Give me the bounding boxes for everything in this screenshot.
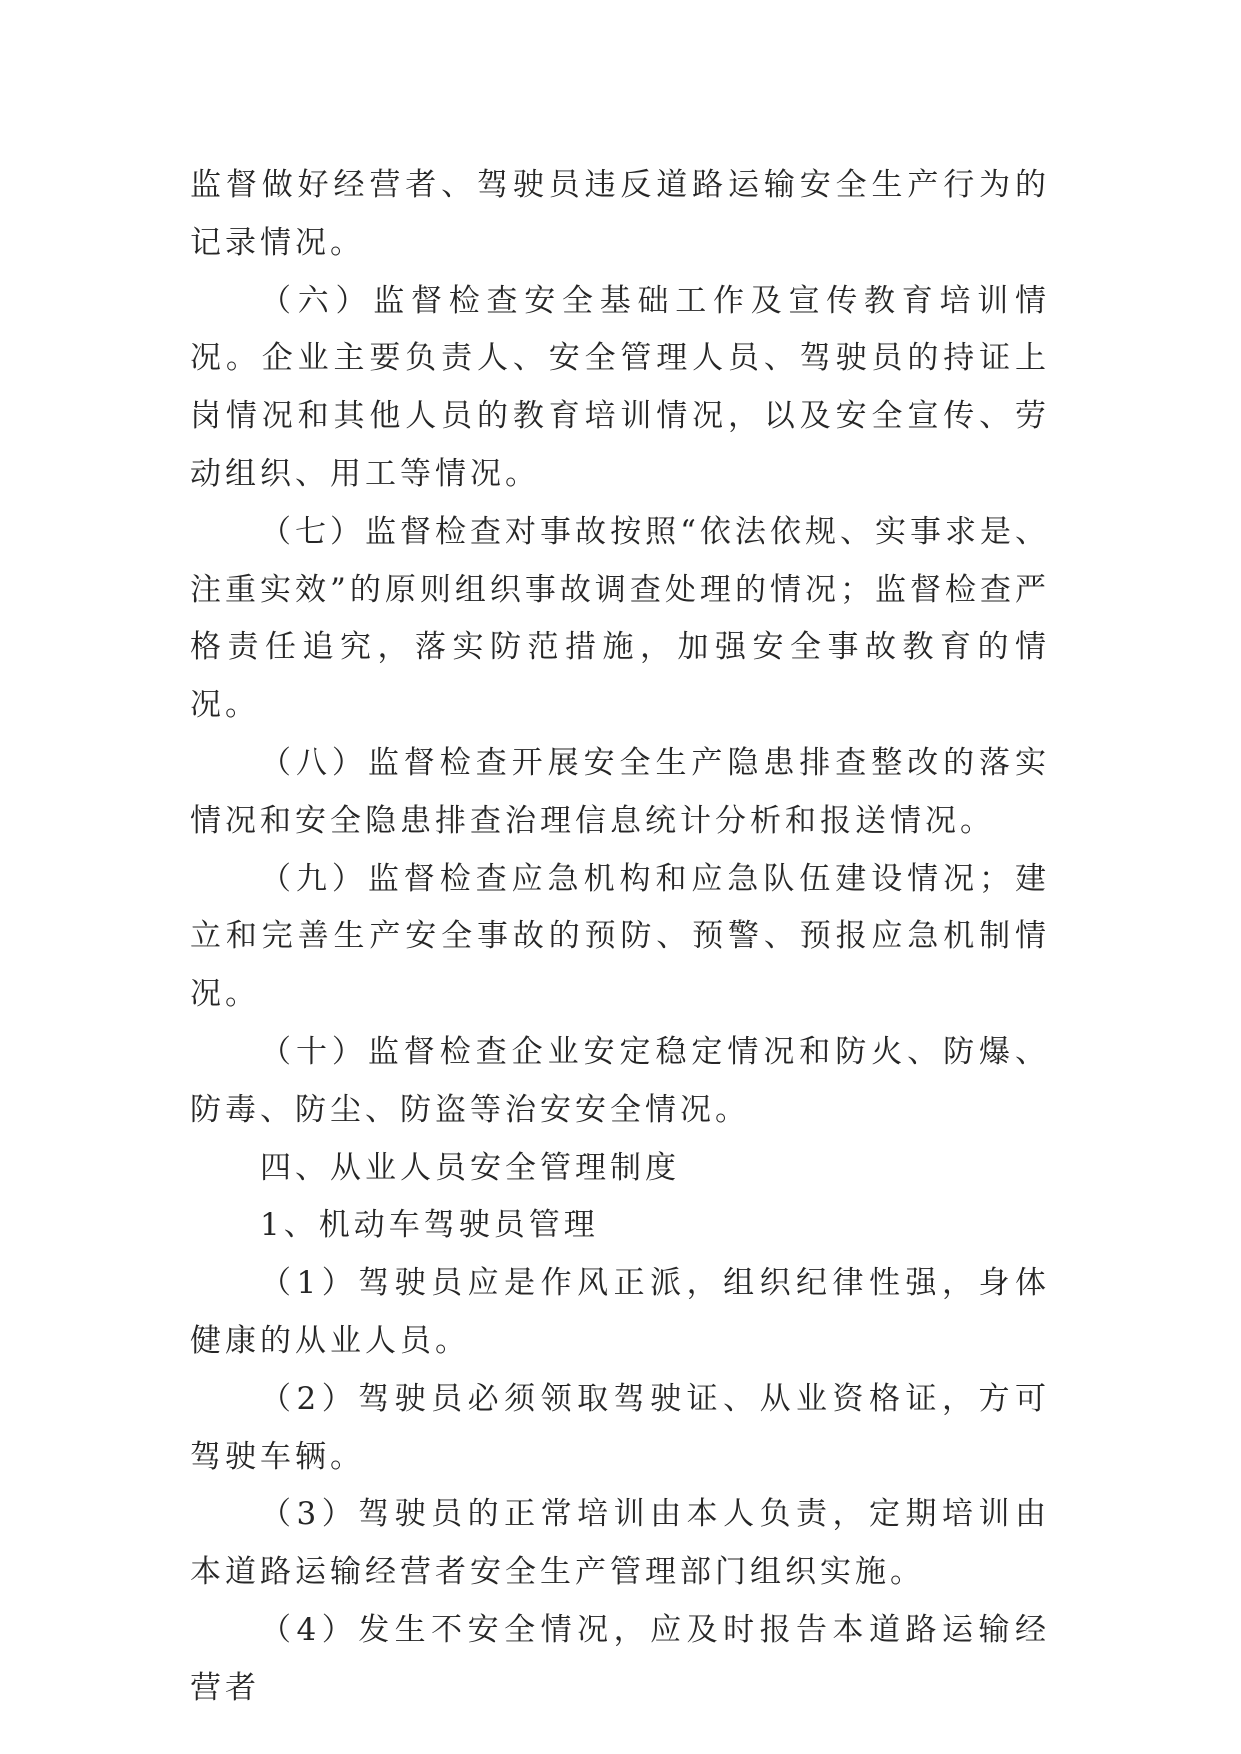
document-body — [190, 157, 1050, 1718]
paragraph-rule-2: （2）驾驶员必须领取驾驶证、从业资格证，方可驾驶车辆。 — [190, 1380, 1050, 1475]
subsection-heading: 1、机动车驾驶员管理 — [260, 1207, 599, 1244]
paragraph-item-6: （六）监督检查安全基础工作及宣传教育培训情况。企业主要负责人、安全管理人员、驾驶员的持证上岗情况和其他人员的教育培训情况，以及安全宣传、劳动组织、用工等情况。 — [190, 282, 1050, 492]
paragraph-rule-3: （3）驾驶员的正常培训由本人负责，定期培训由本道路运输经营者安全生产管理部门组织实施。 — [190, 1496, 1050, 1591]
paragraph-item-8: （八）监督检查开展安全生产隐患排查整改的落实情况和安全隐患排查治理信息统计分析和报送情况。 — [190, 744, 1050, 839]
paragraph-continuation: 监督做好经营者、驾驶员违反道路运输安全生产行为的记录情况。 — [190, 167, 1050, 261]
paragraph-item-10: （十）监督检查企业安定稳定情况和防火、防爆、防毒、防尘、防盗等治安安全情况。 — [190, 1033, 1050, 1128]
paragraph-rule-1: （1）驾驶员应是作风正派，组织纪律性强，身体健康的从业人员。 — [190, 1265, 1050, 1359]
paragraph-rule-4: （4）发生不安全情况，应及时报告本道路运输经营者 — [190, 1611, 1050, 1706]
section-heading: 四、从业人员安全管理制度 — [260, 1149, 680, 1186]
paragraph-item-9: （九）监督检查应急机构和应急队伍建设情况；建立和完善生产安全事故的预防、预警、预报应急机制情况。 — [190, 860, 1050, 1013]
paragraph-item-7: （七）监督检查对事故按照“依法依规、实事求是、注重实效”的原则组织事故调查处理的情况；监督检查严格责任追究，落实防范措施，加强安全事故教育的情况。 — [190, 513, 1050, 724]
